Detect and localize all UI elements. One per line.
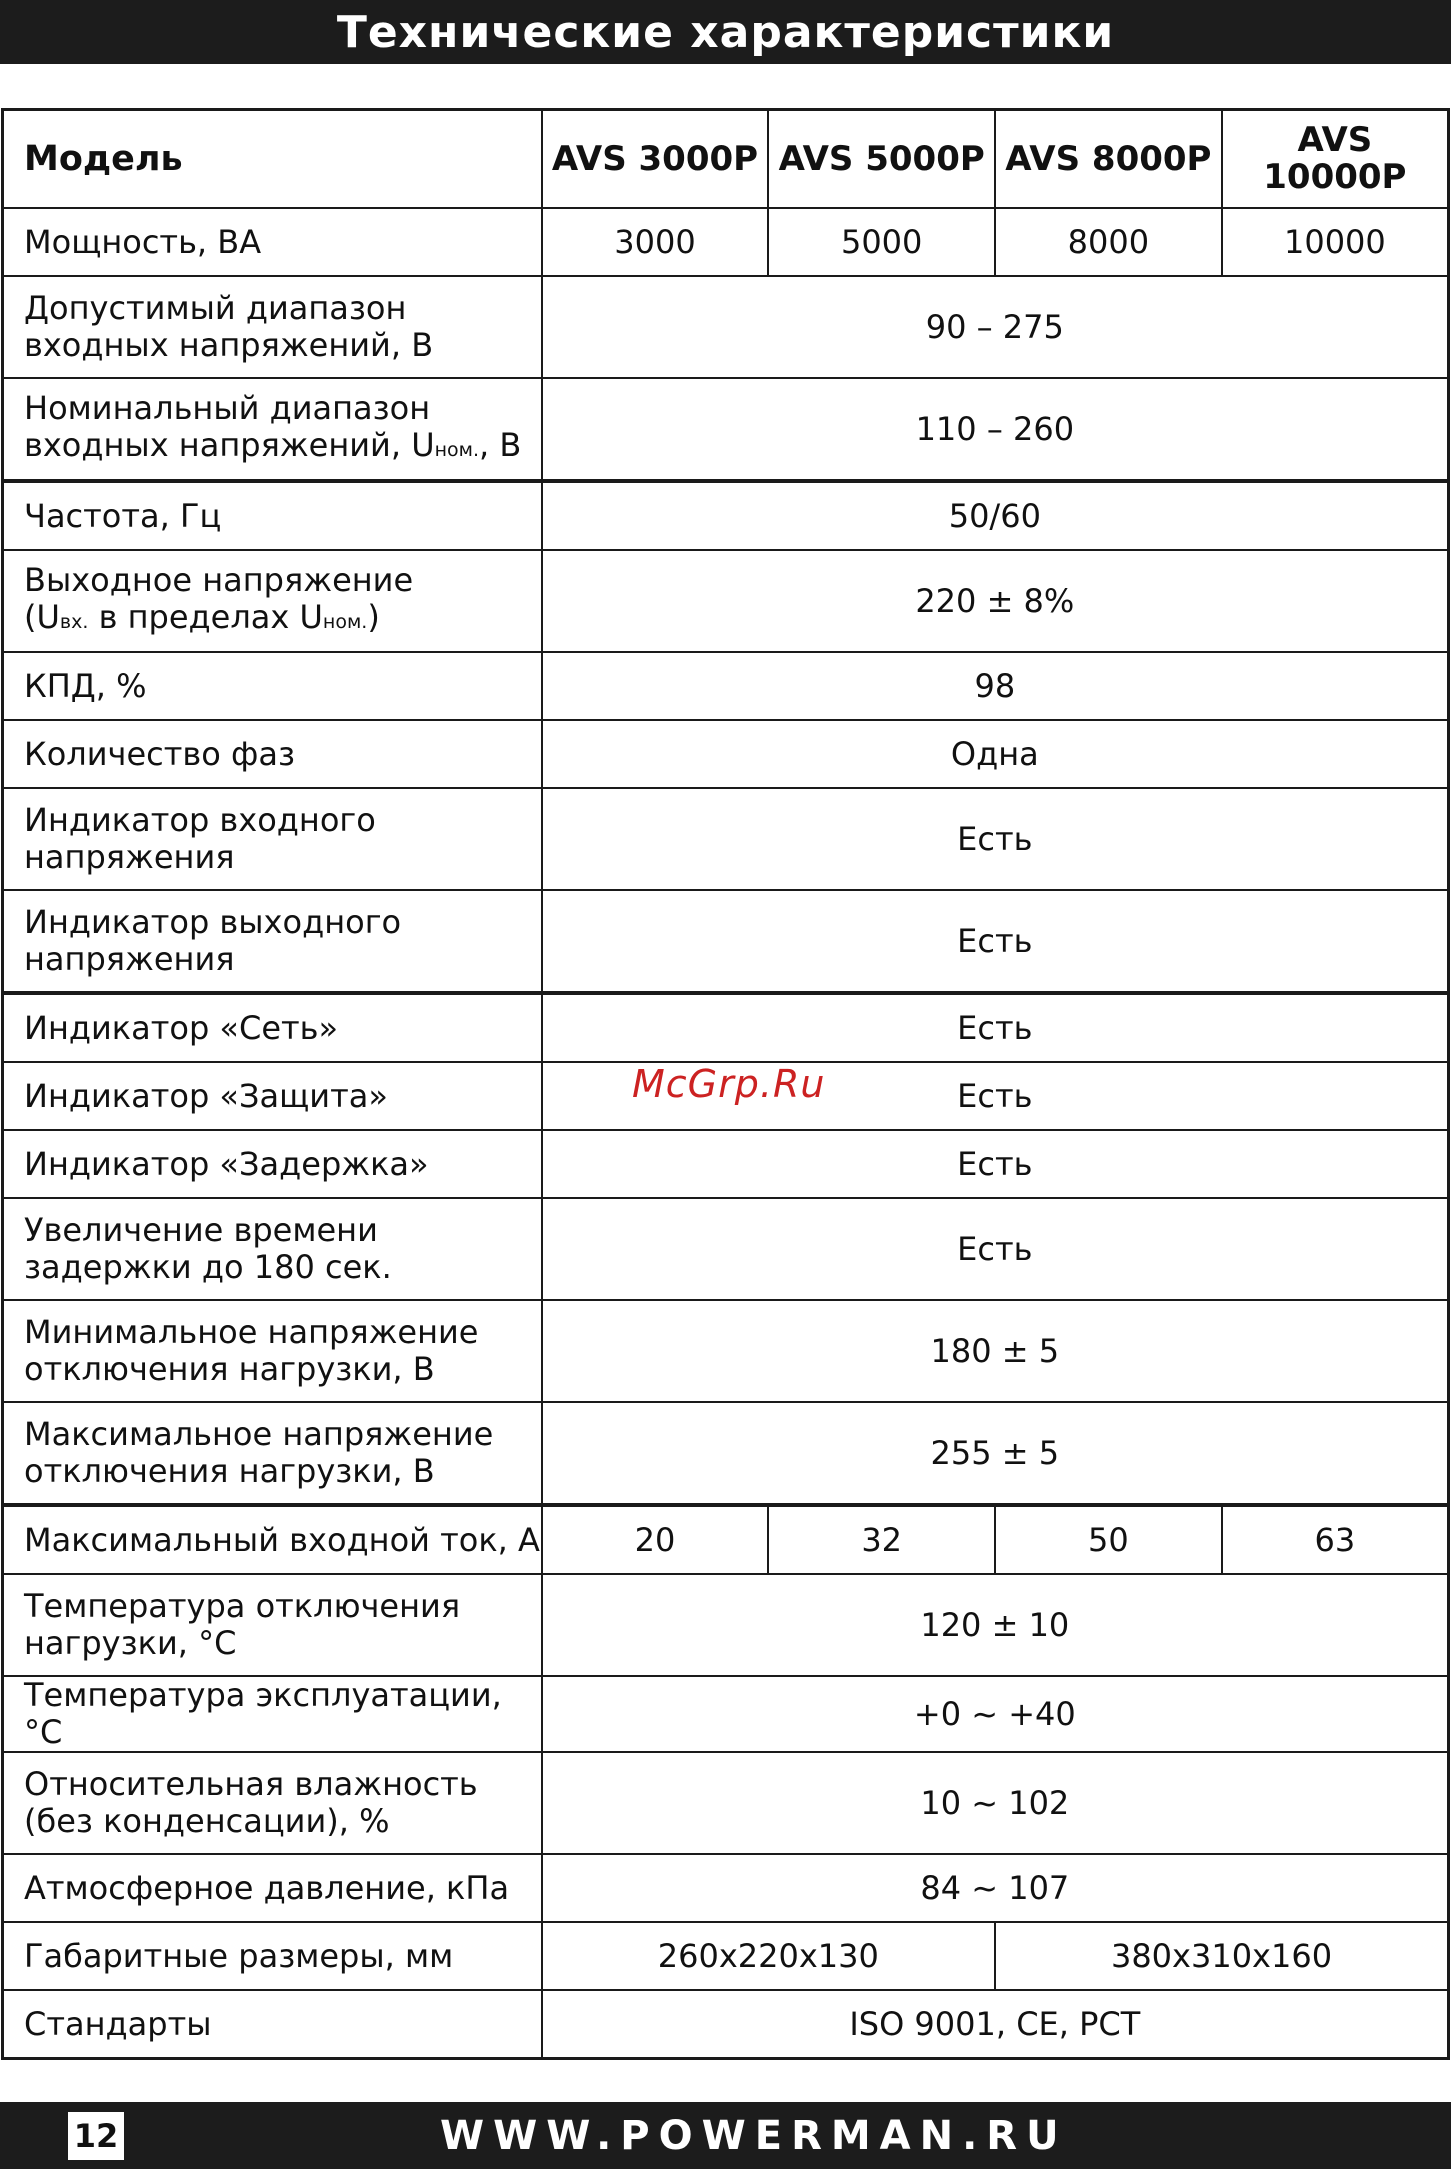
cell-value: 84 ~ 107 <box>542 1854 1449 1922</box>
row-label: Индикатор «Защита» <box>3 1062 542 1130</box>
cell-value: 220 ± 8% <box>542 550 1449 652</box>
cell-value: 110 – 260 <box>542 378 1449 481</box>
cell-value: 380x310x160 <box>995 1922 1448 1990</box>
cell-value: 50/60 <box>542 481 1449 550</box>
cell-value: 10 ~ 102 <box>542 1752 1449 1854</box>
cell-value: 32 <box>768 1505 995 1574</box>
row-label: Относительная влажность (без конденсации), % <box>3 1752 542 1854</box>
table-row-dimensions <box>3 1922 1449 1990</box>
cell-value: Есть <box>542 1198 1449 1300</box>
cell-value: Есть <box>542 1130 1449 1198</box>
header-model-4: AVS 10000P <box>1222 110 1449 209</box>
table-row-network-indicator <box>3 993 1449 1062</box>
row-label: Увеличение времени задержки до 180 сек. <box>3 1198 542 1300</box>
cell-value: Есть <box>542 788 1449 890</box>
footer-bar <box>0 2102 1451 2169</box>
table-row-output-indicator <box>3 890 1449 993</box>
row-label: Температура отключения нагрузки, °С <box>3 1574 542 1676</box>
row-label: Габаритные размеры, мм <box>3 1922 542 1990</box>
cell-value: 10000 <box>1222 208 1449 276</box>
header-model-3: AVS 8000P <box>995 110 1222 209</box>
cell-value: Есть <box>542 993 1449 1062</box>
table-row-output-voltage <box>3 550 1449 652</box>
cell-value: 180 ± 5 <box>542 1300 1449 1402</box>
row-label: Выходное напряжение (Uвх. в пределах Uном.) <box>3 550 542 652</box>
table-row-delay-indicator <box>3 1130 1449 1198</box>
header-model-2: AVS 5000P <box>768 110 995 209</box>
row-label: Максимальный входной ток, А <box>3 1505 542 1574</box>
cell-value: Есть <box>542 890 1449 993</box>
table-row-operating-temp <box>3 1676 1449 1752</box>
table-header-row <box>3 110 1449 209</box>
cell-value: 120 ± 10 <box>542 1574 1449 1676</box>
page-number: 12 <box>68 2112 124 2160</box>
row-label: Мощность, ВА <box>3 208 542 276</box>
row-label: Частота, Гц <box>3 481 542 550</box>
row-label: Минимальное напряжение отключения нагрузки, В <box>3 1300 542 1402</box>
row-label: Индикатор выходного напряжения <box>3 890 542 993</box>
row-label: Допустимый диапазон входных напряжений, В <box>3 276 542 378</box>
table-row-standards <box>3 1990 1449 2059</box>
page-title-bar <box>0 0 1451 64</box>
table-row-allowed-range <box>3 276 1449 378</box>
table-row-max-current <box>3 1505 1449 1574</box>
row-label: КПД, % <box>3 652 542 720</box>
table-row-max-cutoff <box>3 1402 1449 1505</box>
table-row-input-indicator <box>3 788 1449 890</box>
cell-value: 98 <box>542 652 1449 720</box>
table-row-pressure <box>3 1854 1449 1922</box>
cell-value: 20 <box>542 1505 769 1574</box>
cell-value: 3000 <box>542 208 769 276</box>
table-row-phases <box>3 720 1449 788</box>
table-row-min-cutoff <box>3 1300 1449 1402</box>
row-label: Температура эксплуатации, °С <box>3 1676 542 1752</box>
watermark: McGrp.Ru <box>632 1062 826 1106</box>
cell-value: ISO 9001, CE, PCT <box>542 1990 1449 2059</box>
row-label: Количество фаз <box>3 720 542 788</box>
cell-value: 5000 <box>768 208 995 276</box>
table-row-nominal-range <box>3 378 1449 481</box>
cell-value: 260x220x130 <box>542 1922 995 1990</box>
cell-value: Одна <box>542 720 1449 788</box>
header-model-label: Модель <box>3 110 542 209</box>
table-row-humidity <box>3 1752 1449 1854</box>
table-row-efficiency <box>3 652 1449 720</box>
cell-value: +0 ~ +40 <box>542 1676 1449 1752</box>
cell-value: 63 <box>1222 1505 1449 1574</box>
cell-value: 50 <box>995 1505 1222 1574</box>
row-label: Атмосферное давление, кПа <box>3 1854 542 1922</box>
row-label: Индикатор «Сеть» <box>3 993 542 1062</box>
table-row-delay-increase <box>3 1198 1449 1300</box>
header-model-1: AVS 3000P <box>542 110 769 209</box>
table-row-cutoff-temp <box>3 1574 1449 1676</box>
cell-value: 255 ± 5 <box>542 1402 1449 1505</box>
row-label: Стандарты <box>3 1990 542 2059</box>
cell-value: 8000 <box>995 208 1222 276</box>
row-label: Индикатор входного напряжения <box>3 788 542 890</box>
website-link: WWW.POWERMAN.RU <box>440 2112 1068 2159</box>
table-row-frequency <box>3 481 1449 550</box>
cell-value: 90 – 275 <box>542 276 1449 378</box>
cell-value: Есть <box>542 1062 1449 1130</box>
table-row-power <box>3 208 1449 276</box>
row-label: Индикатор «Задержка» <box>3 1130 542 1198</box>
page-title: Технические характеристики <box>336 6 1115 58</box>
row-label: Максимальное напряжение отключения нагрузки, В <box>3 1402 542 1505</box>
row-label: Номинальный диапазон входных напряжений, Uном., В <box>3 378 542 481</box>
